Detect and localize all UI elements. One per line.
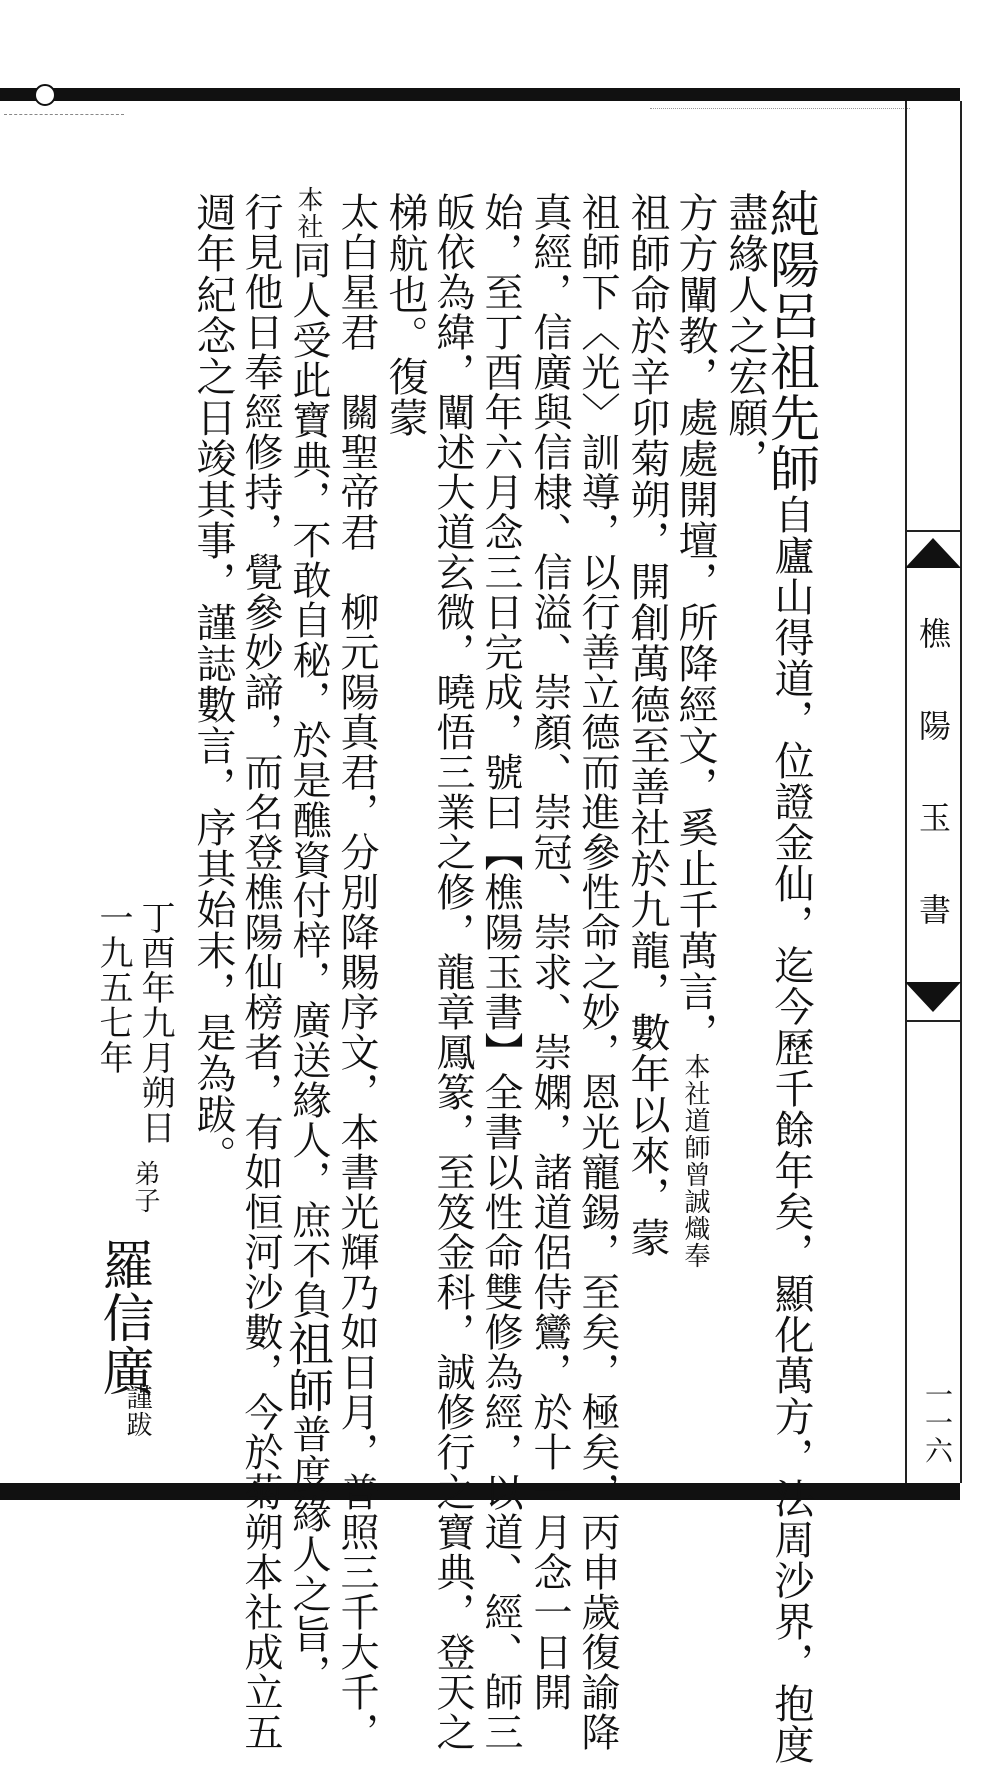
text-column [624,192,670,1258]
signature-suffix: 謹跋 [122,1384,152,1438]
inline-honorific: 祖師 [281,1320,335,1414]
book-title-margin [913,615,957,986]
text-column [722,192,768,479]
text-column [190,192,236,1176]
title-char: 書 [918,891,951,929]
text-column [478,192,522,1752]
title-char: 陽 [918,707,951,745]
date-lunar: 丁酉年九月朔日 [135,900,175,1145]
column-text: 皈依為緯，闡述大道玄微，曉悟三業之修，龍章鳳篆，至笈金科，誠修行之寶典，登天之 [430,192,475,1752]
fishtail-top-line [905,530,962,532]
column-text: 同人受此寶典，不敢自秘，於是醮資付梓，廣送緣人，庶不負 [286,240,331,1320]
text-column [281,186,335,1694]
column-text: 普度緣人之旨， [286,1414,331,1694]
title-char: 玉 [918,799,951,837]
text-column [382,192,428,438]
text-column [430,192,474,1752]
column-text: 祖師下〈光〉訓導，以行善立德而進參性命之妙，恩光寵錫，至矣，極矣，丙申歲復諭降 [575,192,620,1752]
fishtail-bottom-line [905,1020,962,1022]
column-text: 方方闡教，處處開壇，所降經文，奚止千萬言， [672,192,718,1053]
top-border-rule [0,88,960,101]
date-year: 一九五七年 [93,900,133,1075]
binding-hole-mark [34,84,56,106]
signatory-name: 羅信廣 [93,1238,153,1397]
scan-artifact-line [650,108,910,109]
small-annotation: 本社 [293,186,323,240]
column-text: 太白星君 關聖帝君 柳元陽真君，分別降賜序文，本書光輝乃如日月，普照三千大千， [334,192,379,1752]
column-text: 盡緣人之宏願， [722,192,768,479]
title-char: 樵 [918,615,951,653]
column-text: 祖師命於辛卯菊朔，開創萬德至善社於九龍，數年以來，蒙 [624,192,670,1258]
margin-divider [905,101,907,1483]
text-column [672,192,718,1269]
column-text: 梯航也。復蒙 [382,192,428,438]
small-annotation: 本社道師曾誠熾奉 [680,1053,710,1269]
text-column [238,192,282,1752]
text-column [575,192,619,1752]
fishtail-top-icon [905,538,961,568]
margin-divider [960,101,962,1483]
disciple-label: 弟子 [130,1160,160,1214]
column-text: 週年紀念之日竣其事，謹誌數言，序其始末，是為跋。 [190,192,236,1176]
page-number: 一一六 [921,1380,954,1464]
text-column [527,192,571,1712]
scan-artifact-line [4,114,124,115]
text-column [762,188,820,1765]
text-column [334,192,378,1752]
column-text: 自廬山得道，位證金仙，迄今歷千餘年矣，顯化萬方，法周沙界，抱度 [768,494,814,1765]
column-text: 始，至丁酉年六月念三日完成，號曰【樵陽玉書】全書以性命雙修為經，以道、經、師三 [478,192,523,1752]
column-text: 行見他日奉經修持，覺參妙諦，而名登樵陽仙榜者，有如恒河沙數，今於菊朔本社成立五 [238,192,283,1752]
column-text: 真經，信廣與信棣、信溢、崇顏、崇冠、崇求、崇嫻，諸道侶侍鸞，於十一月念一日開 [527,192,572,1712]
heading-honorific: 純陽呂祖先師 [762,188,820,494]
fishtail-bottom-icon [905,982,961,1012]
